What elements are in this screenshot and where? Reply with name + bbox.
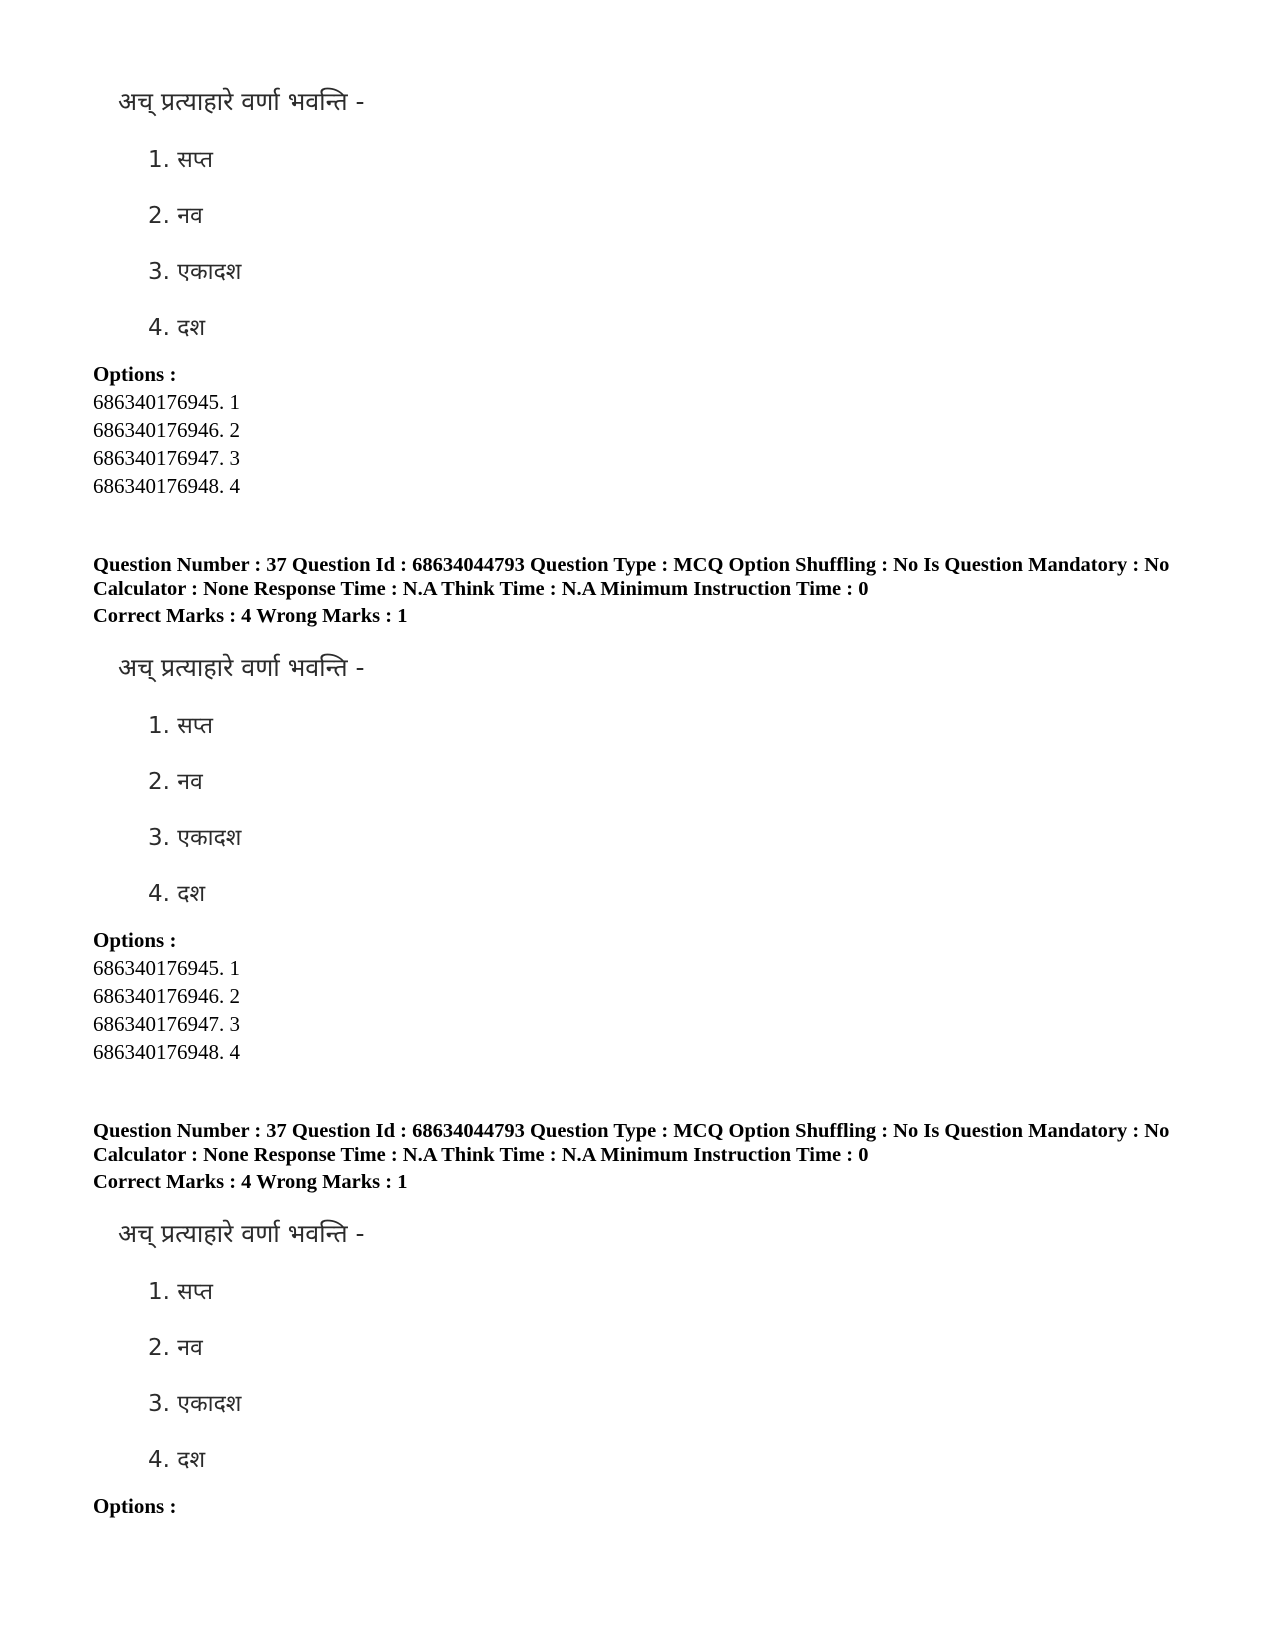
question-choice-4: 4. दश — [148, 315, 206, 341]
question-choice-2: 2. नव — [148, 203, 203, 229]
question-stem: अच् प्रत्याहारे वर्णा भवन्ति - — [118, 87, 365, 116]
option-item-2: 686340176946. 2 — [93, 984, 240, 1008]
question-stem: अच् प्रत्याहारे वर्णा भवन्ति - — [118, 653, 365, 682]
question-choice-2: 2. नव — [148, 769, 203, 795]
option-item-2: 686340176946. 2 — [93, 418, 240, 442]
question-choice-4: 4. दश — [148, 1447, 206, 1473]
question-choice-3: 3. एकादश — [148, 1391, 242, 1417]
question-choice-4: 4. दश — [148, 881, 206, 907]
question-choice-1: 1. सप्त — [148, 147, 213, 173]
question-choice-2: 2. नव — [148, 1335, 203, 1361]
option-item-1: 686340176945. 1 — [93, 956, 240, 980]
question-choice-1: 1. सप्त — [148, 713, 213, 739]
option-item-3: 686340176947. 3 — [93, 1012, 240, 1036]
options-label: Options : — [93, 1494, 177, 1518]
options-label: Options : — [93, 362, 177, 386]
option-item-4: 686340176948. 4 — [93, 474, 240, 498]
option-item-4: 686340176948. 4 — [93, 1040, 240, 1064]
question-choice-1: 1. सप्त — [148, 1279, 213, 1305]
option-item-3: 686340176947. 3 — [93, 446, 240, 470]
option-item-1: 686340176945. 1 — [93, 390, 240, 414]
question-marks: Correct Marks : 4 Wrong Marks : 1 — [93, 1171, 408, 1193]
question-stem: अच् प्रत्याहारे वर्णा भवन्ति - — [118, 1219, 365, 1248]
question-meta: Question Number : 37 Question Id : 68634044793 Question Type : MCQ Option Shuffling : No Is Question Mandatory : No Calculator : None Response Time : N.A Think Time : N.A Minimum Instruction Time : 0 — [93, 1120, 1170, 1166]
question-choice-3: 3. एकादश — [148, 825, 242, 851]
question-meta: Question Number : 37 Question Id : 68634044793 Question Type : MCQ Option Shuffling : No Is Question Mandatory : No Calculator : None Response Time : N.A Think Time : N.A Minimum Instruction Time : 0 — [93, 554, 1170, 600]
options-label: Options : — [93, 928, 177, 952]
question-marks: Correct Marks : 4 Wrong Marks : 1 — [93, 605, 408, 627]
question-choice-3: 3. एकादश — [148, 259, 242, 285]
